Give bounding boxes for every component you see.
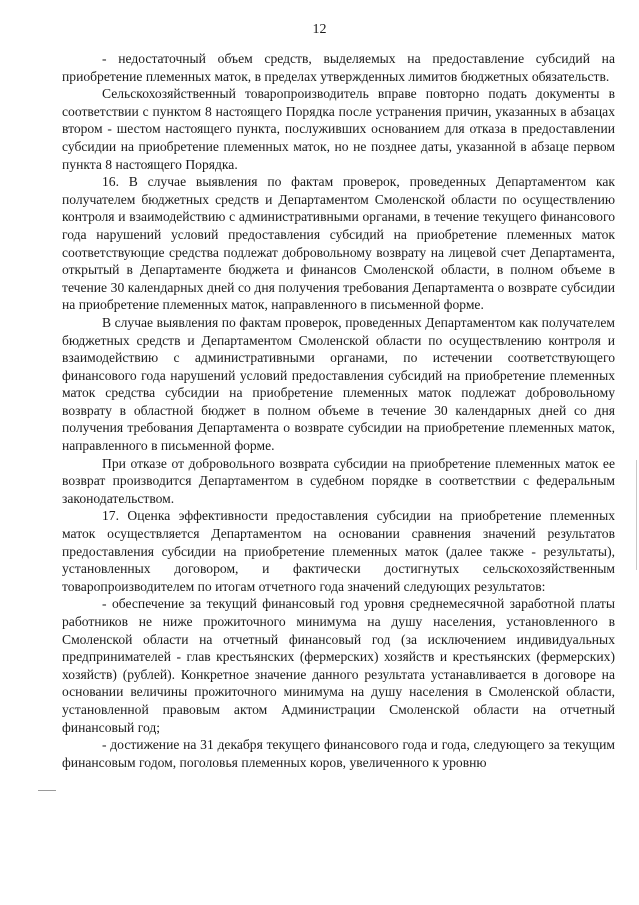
paragraph-violation-after-year: В случае выявления по фактам проверок, проведенных Департаментом как получателем бюджетных средств и Департаментом Смоленской области по осуществлению контроля и взаимодействию с административными органами, по истечении соответствующего финансового года нарушений условий предоставления субсидий на приобретение племенных маток средства субсидии на приобретение племенных маток подлежат добровольному возврату в областной бюджет в полном объеме в течение 30 календарных дней со дня получения требования Департамента о возврате субсидии на приобретение племенных маток, направленного в письменной форме. <box>62 314 615 454</box>
paragraph-clause-16: 16. В случае выявления по фактам проверок, проведенных Департаментом как получателем бюджетных средств и Департаментом Смоленской области по осуществлению контроля и взаимодействию с административными органами, в течение текущего финансового года нарушений условий предоставления субсидий на приобретение племенных маток соответствующие средства подлежат добровольному возврату на лицевой счет Департамента, открытый в Департаменте бюджета и финансов Смоленской области, в полном объеме в течение 30 календарных дней со дня получения требования Департамента о возврате субсидии на приобретение племенных маток, направленного в письменной форме. <box>62 174 615 313</box>
scan-edge-line <box>636 460 637 570</box>
paragraph-refusal-return: При отказе от добровольного возврата субсидии на приобретение племенных маток ее возврат производится Департаментом в судебном порядке в соответствии с федеральным законодательством. <box>62 455 615 506</box>
paragraph-livestock-result: - достижение на 31 декабря текущего финансового года и года, следующего за текущим финансовым годом, поголовья племенных коров, увеличенного к уровню <box>62 737 615 770</box>
page-number: 12 <box>312 22 327 37</box>
paragraph-clause-17: 17. Оценка эффективности предоставления субсидии на приобретение племенных маток осуществляется Департаментом на основании сравнения значений результатов предоставления субсидии на приобретение племенных маток (далее также - результаты), установленных договором, и фактически достигнутых сельскохозяйственным товаропроизводителем по итогам отчетного года значений следующих результатов: <box>62 508 615 594</box>
margin-mark <box>38 790 56 791</box>
paragraph-insufficient-funds: - недостаточный объем средств, выделяемых на предоставление субсидий на приобретение племенных маток, в пределах утвержденных лимитов бюджетных обязательств. <box>62 51 615 84</box>
document-body <box>62 50 615 771</box>
paragraph-resubmit-documents: Сельскохозяйственный товаропроизводитель вправе повторно подать документы в соответствии с пунктом 8 настоящего Порядка после устранения причин, указанных в абзацах втором - шестом настоящего пункта, послуживших основанием для отказа в предоставлении субсидии на приобретение племенных маток, но не позднее даты, указанной в абзаце первом пункта 8 настоящего Порядка. <box>62 86 615 172</box>
paragraph-salary-result: - обеспечение за текущий финансовый год уровня среднемесячной заработной платы работников не ниже прожиточного минимума на душу населения, установленного в Смоленской области на отчетный финансовый год (за исключением индивидуальных предпринимателей - глав крестьянских (фермерских) хозяйств и крестьянских (фермерских) хозяйств) (рублей). Конкретное значение данного результата устанавливается в договоре на основании величины прожиточного минимума на душу населения в Смоленской области, установленной правовым актом Администрации Смоленской области на отчетный финансовый год; <box>62 596 615 735</box>
